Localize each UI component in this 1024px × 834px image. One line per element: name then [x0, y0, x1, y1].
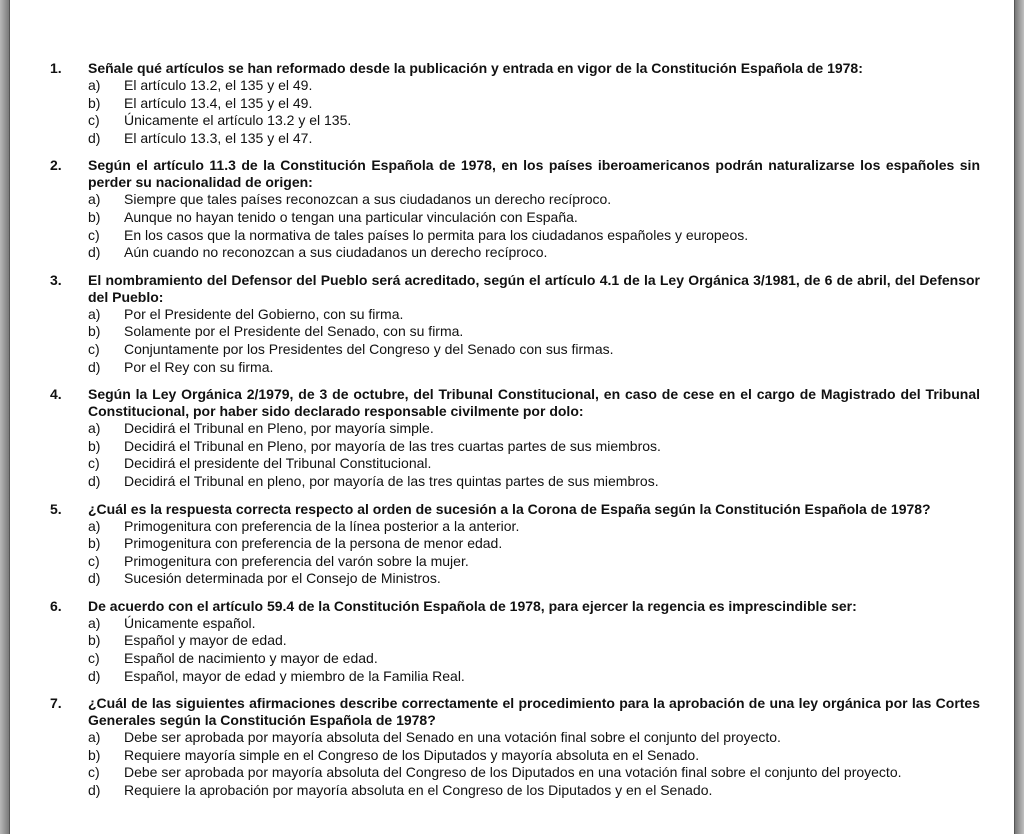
option-text: Español de nacimiento y mayor de edad. — [124, 650, 378, 667]
answer-option — [88, 535, 980, 553]
option-text: El artículo 13.3, el 135 y el 47. — [124, 129, 313, 146]
option-letter: b) — [88, 746, 101, 763]
option-letter: c) — [88, 552, 100, 569]
option-letter: c) — [88, 340, 100, 357]
option-text: Primogenitura con preferencia del varón sobre la mujer. — [124, 552, 469, 569]
option-letter: d) — [88, 129, 101, 146]
option-text: Únicamente español. — [124, 614, 256, 631]
answer-option — [88, 729, 980, 747]
option-text: Solamente por el Presidente del Senado, con su firma. — [124, 323, 464, 340]
option-text: Aunque no hayan tenido o tengan una particular vinculación con España. — [124, 208, 578, 225]
answer-option — [88, 77, 980, 95]
option-letter: c) — [88, 455, 100, 472]
option-letter: d) — [88, 358, 101, 375]
answer-option — [88, 518, 980, 536]
option-text: Primogenitura con preferencia de la línea posterior a la anterior. — [124, 517, 520, 534]
answer-option — [88, 306, 980, 324]
question-7 — [50, 695, 980, 799]
option-letter: d) — [88, 472, 101, 489]
option-text: Español, mayor de edad y miembro de la Familia Real. — [124, 667, 465, 684]
option-letter: b) — [88, 535, 101, 552]
question-3 — [50, 272, 980, 376]
option-text: Por el Rey con su firma. — [124, 358, 274, 375]
option-text: Siempre que tales países reconozcan a sus ciudadanos un derecho recíproco. — [124, 191, 612, 208]
answer-option — [88, 747, 980, 765]
answer-option — [88, 473, 980, 491]
answer-option — [88, 650, 980, 668]
option-letter: b) — [88, 632, 101, 649]
option-letter: a) — [88, 191, 101, 208]
option-text: Únicamente el artículo 13.2 y el 135. — [124, 112, 352, 129]
option-text: Debe ser aprobada por mayoría absoluta del Congreso de los Diputados en una votación final sobre el conjunto del proyecto. — [124, 764, 902, 781]
question-text: Según el artículo 11.3 de la Constitución Española de 1978, en los países iberoamericanos podrán naturalizarse los españoles sin perder su nacionalidad de origen: — [88, 157, 980, 191]
option-letter: d) — [88, 667, 101, 684]
answer-option — [88, 570, 980, 588]
answer-option — [88, 341, 980, 359]
answer-option — [88, 95, 980, 113]
answer-option — [88, 244, 980, 262]
option-text: Decidirá el Tribunal en Pleno, por mayoría simple. — [124, 420, 434, 437]
option-text: Sucesión determinada por el Consejo de Ministros. — [124, 570, 441, 587]
document-page[interactable] — [9, 0, 1015, 834]
option-letter: a) — [88, 305, 101, 322]
option-letter: c) — [88, 764, 100, 781]
answer-option — [88, 455, 980, 473]
option-letter: b) — [88, 208, 101, 225]
question-text: El nombramiento del Defensor del Pueblo será acreditado, según el artículo 4.1 de la Ley Orgánica 3/1981, de 6 de abril, del Defensor del Pueblo: — [88, 271, 980, 305]
answer-option — [88, 782, 980, 800]
answer-option — [88, 323, 980, 341]
viewer-background-left — [0, 0, 9, 834]
answer-option — [88, 764, 980, 782]
viewer-background-right — [1015, 0, 1024, 834]
option-text: Debe ser aprobada por mayoría absoluta del Senado en una votación final sobre el conjunto del proyecto. — [124, 729, 781, 746]
question-4 — [50, 386, 980, 490]
option-letter: a) — [88, 77, 101, 93]
question-text: ¿Cuál es la respuesta correcta respecto al orden de sucesión a la Corona de España según la Constitución Española de 1978? — [88, 500, 931, 517]
question-2 — [50, 157, 980, 261]
question-number: 1. — [50, 60, 62, 76]
question-number: 3. — [50, 271, 62, 288]
answer-option — [88, 632, 980, 650]
option-text: Requiere mayoría simple en el Congreso de los Diputados y mayoría absoluta en el Senado. — [124, 746, 700, 763]
answer-option — [88, 112, 980, 130]
option-letter: d) — [88, 570, 101, 587]
question-text: ¿Cuál de las siguientes afirmaciones describe correctamente el procedimiento para la aprobación de una ley orgánica por las Cortes Generales según la Constitución Española de 1978? — [88, 695, 980, 729]
question-text: Señale qué artículos se han reformado desde la publicación y entrada en vigor de la Constitución Española de 1978: — [88, 60, 863, 76]
option-letter: d) — [88, 782, 101, 799]
option-letter: b) — [88, 437, 101, 454]
option-text: Conjuntamente por los Presidentes del Congreso y del Senado con sus firmas. — [124, 340, 614, 357]
option-letter: a) — [88, 729, 101, 746]
answer-option — [88, 553, 980, 571]
question-number: 4. — [50, 386, 62, 403]
option-text: Español y mayor de edad. — [124, 632, 287, 649]
option-text: Aún cuando no reconozcan a sus ciudadanos un derecho recíproco. — [124, 244, 548, 261]
answer-option — [88, 130, 980, 148]
answer-option — [88, 420, 980, 438]
option-letter: d) — [88, 244, 101, 261]
option-letter: b) — [88, 94, 101, 111]
option-letter: a) — [88, 517, 101, 534]
option-text: El artículo 13.2, el 135 y el 49. — [124, 77, 313, 93]
answer-option — [88, 438, 980, 456]
answer-option — [88, 209, 980, 227]
option-letter: c) — [88, 650, 100, 667]
question-number: 5. — [50, 500, 62, 517]
question-number: 6. — [50, 597, 62, 614]
question-5 — [50, 501, 980, 588]
option-text: Decidirá el presidente del Tribunal Constitucional. — [124, 455, 432, 472]
option-text: Primogenitura con preferencia de la persona de menor edad. — [124, 535, 503, 552]
option-letter: c) — [88, 112, 100, 129]
answer-option — [88, 615, 980, 633]
answer-option — [88, 359, 980, 377]
question-list — [50, 60, 980, 810]
option-text: Decidirá el Tribunal en pleno, por mayoría de las tres quintas partes de sus miembros. — [124, 472, 659, 489]
option-letter: c) — [88, 226, 100, 243]
question-1 — [50, 60, 980, 147]
answer-option — [88, 668, 980, 686]
option-letter: a) — [88, 420, 101, 437]
question-number: 2. — [50, 157, 62, 174]
option-letter: a) — [88, 614, 101, 631]
answer-option — [88, 227, 980, 245]
option-text: El artículo 13.4, el 135 y el 49. — [124, 94, 313, 111]
option-text: En los casos que la normativa de tales países lo permita para los ciudadanos españoles y europeos. — [124, 226, 749, 243]
option-letter: b) — [88, 323, 101, 340]
answer-option — [88, 191, 980, 209]
option-text: Decidirá el Tribunal en Pleno, por mayoría de las tres cuartas partes de sus miembros. — [124, 437, 661, 454]
option-text: Por el Presidente del Gobierno, con su firma. — [124, 305, 404, 322]
option-text: Requiere la aprobación por mayoría absoluta en el Congreso de los Diputados y en el Senado. — [124, 782, 713, 799]
question-6 — [50, 598, 980, 685]
question-text: Según la Ley Orgánica 2/1979, de 3 de octubre, del Tribunal Constitucional, en caso de cese en el cargo de Magistrado del Tribunal Constitucional, por haber sido declarado responsable civilmente por dolo: — [88, 386, 980, 420]
question-number: 7. — [50, 695, 62, 712]
question-text: De acuerdo con el artículo 59.4 de la Constitución Española de 1978, para ejercer la regencia es imprescindible ser: — [88, 597, 857, 614]
